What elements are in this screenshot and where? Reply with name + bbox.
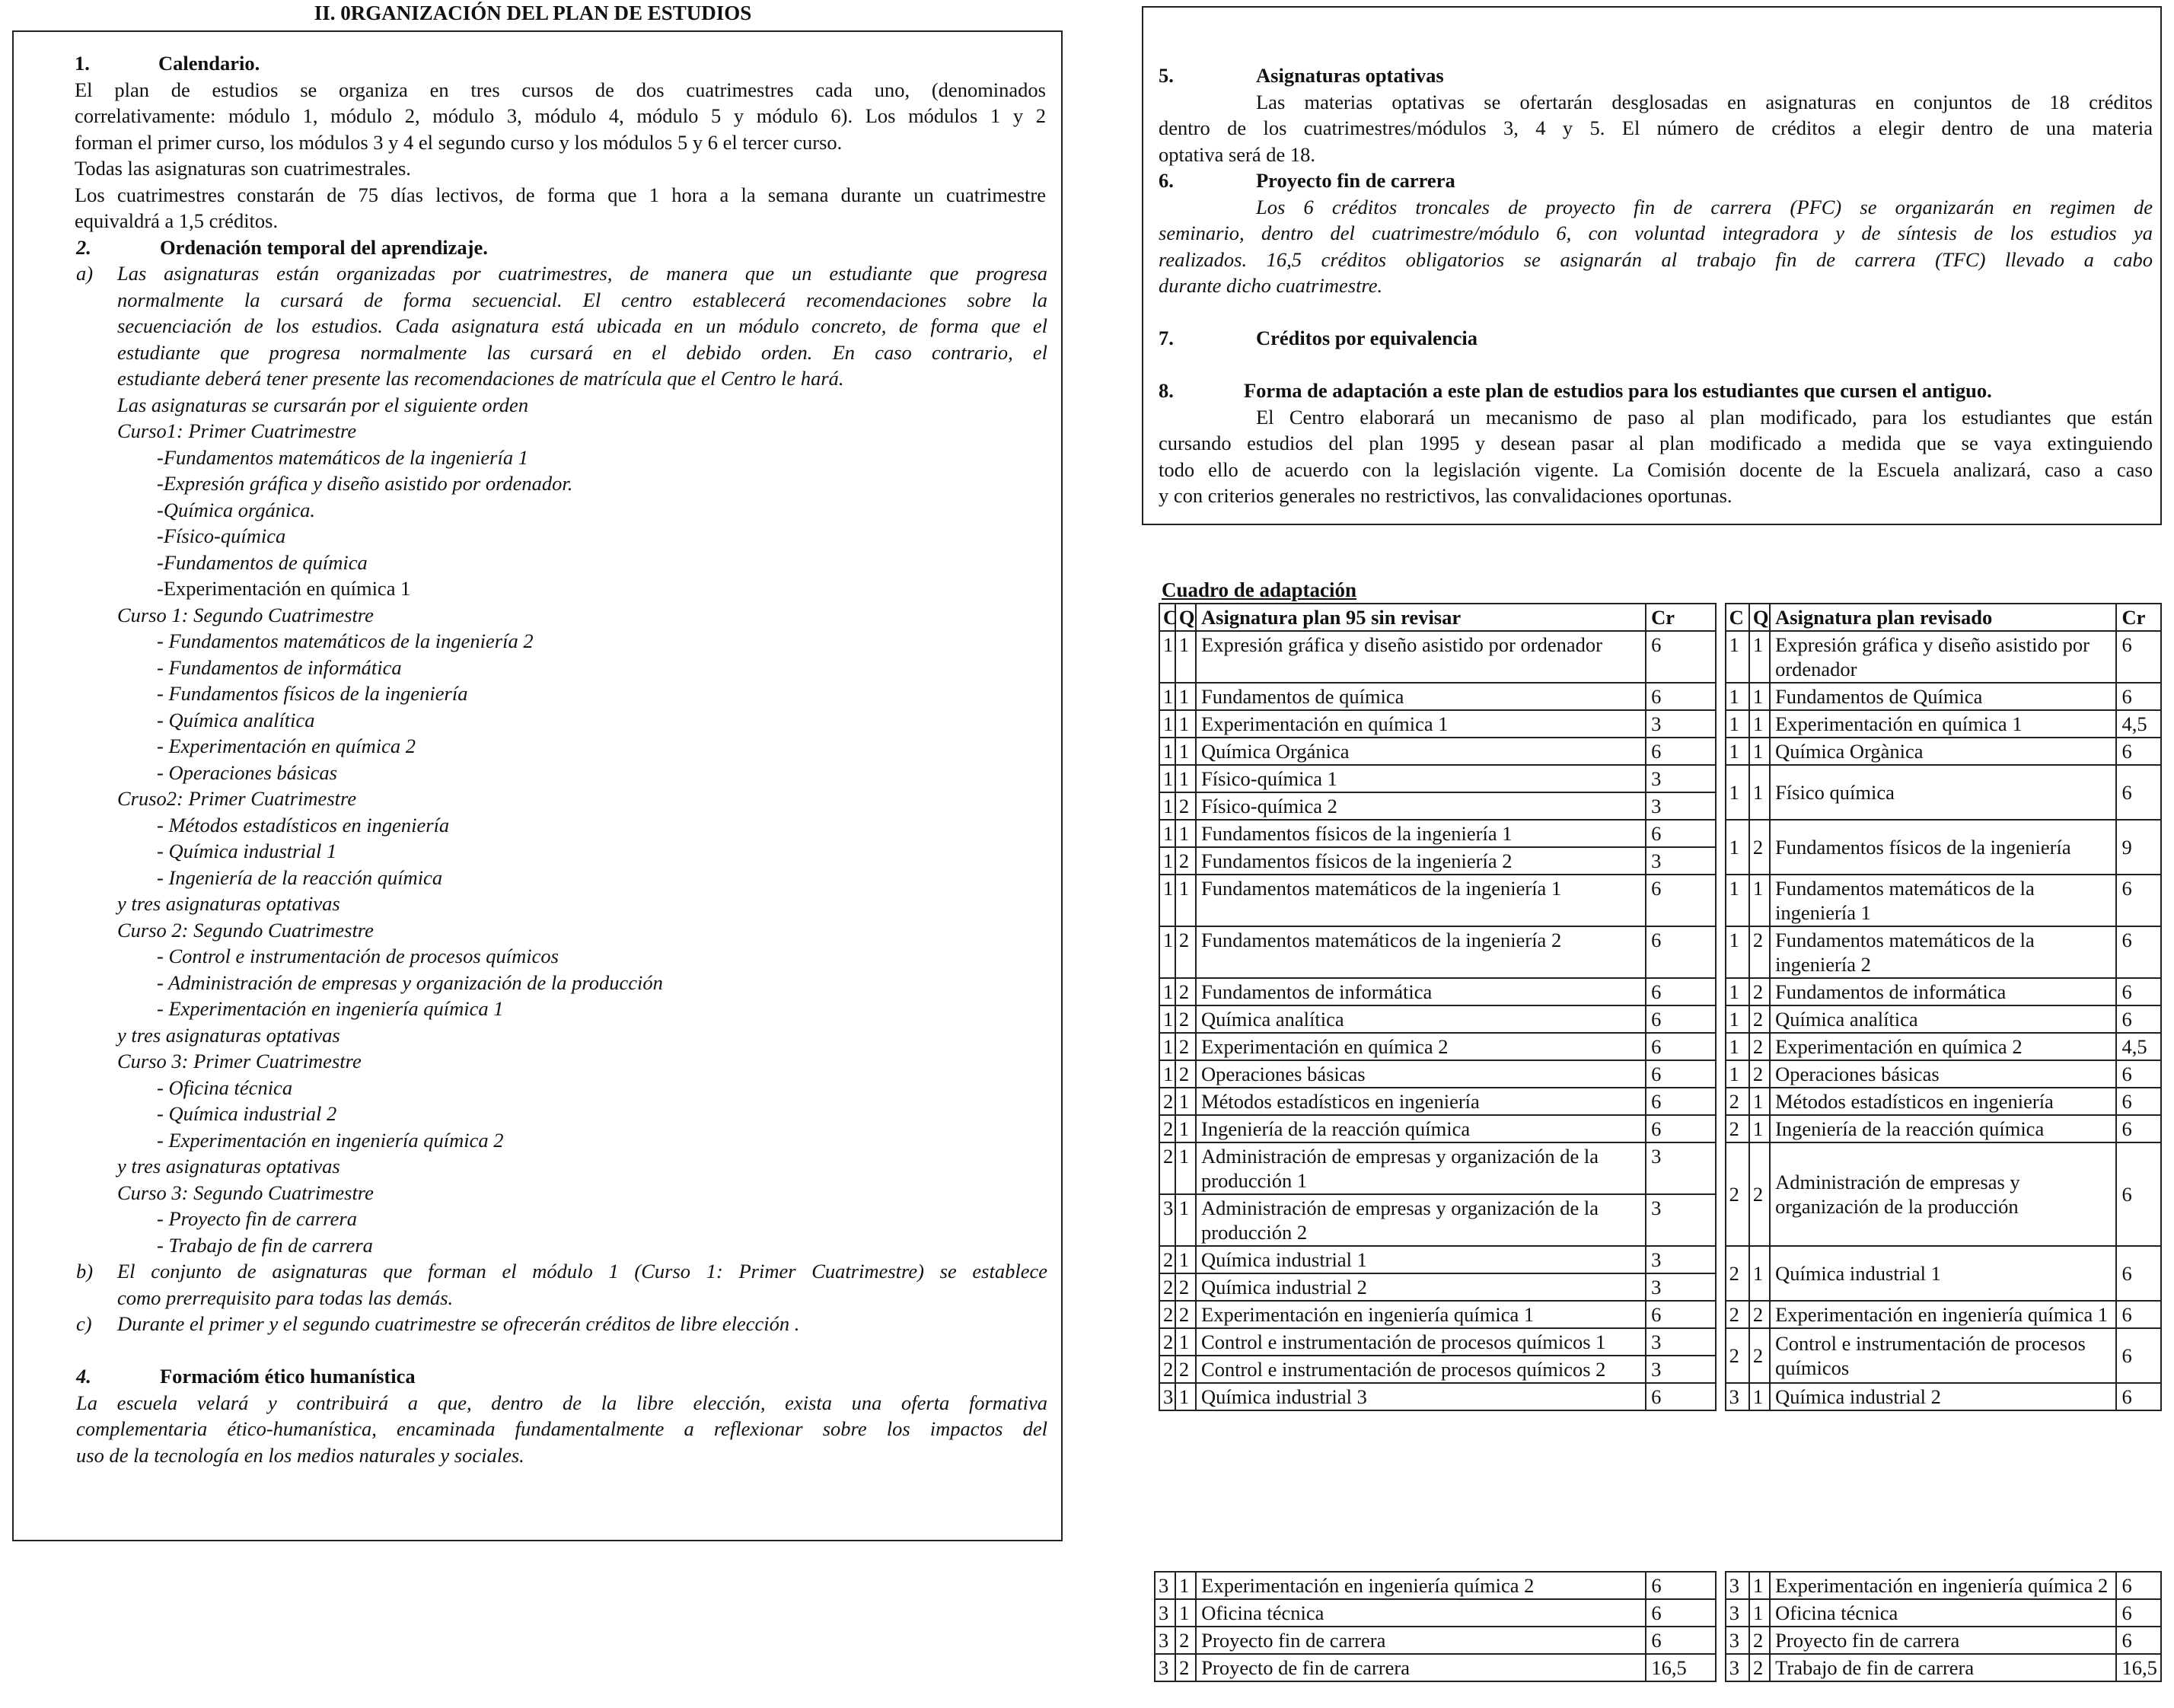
table-cell: 2 — [1749, 1005, 1770, 1033]
table-cell: 1 — [1175, 875, 1196, 926]
table-cell: 1 — [1749, 683, 1770, 710]
table-cell: Química analítica — [1770, 1005, 2116, 1033]
table-cell: 3 — [1726, 1383, 1749, 1410]
table-cell: 3 — [1155, 1572, 1175, 1599]
table-cell: 2 — [1175, 1033, 1196, 1060]
left-content — [76, 50, 1047, 1468]
table-cell: Trabajo de fin de carrera — [1770, 1654, 2116, 1681]
table-cell: 2 — [1726, 1301, 1749, 1328]
table-cell: 6 — [1646, 820, 1716, 847]
table-cell: 1 — [1175, 1246, 1196, 1273]
table-cell: Fundamentos matemáticos de la ingeniería 1 — [1196, 875, 1646, 926]
table-row — [1159, 875, 2161, 926]
heading-creditos: 7. Créditos por equivalencia — [1159, 327, 1478, 349]
table-row — [1159, 978, 2161, 1005]
table-cell: 6 — [2116, 1115, 2161, 1142]
table-cell: 6 — [1646, 1383, 1716, 1410]
table-cell: 1 — [1749, 1572, 1770, 1599]
table-cell: 2 — [1159, 1273, 1175, 1301]
table-cell: 3 — [1159, 1194, 1175, 1246]
table-cell: 2 — [1749, 1301, 1770, 1328]
table-cell: 1 — [1175, 1328, 1196, 1356]
table-cell: 6 — [2116, 875, 2161, 926]
table-cell: Experimentación en química 1 — [1770, 710, 2116, 738]
table-cell: 6 — [1646, 683, 1716, 710]
table-cell: 2 — [1749, 1142, 1770, 1246]
table-cell: 2 — [1159, 1356, 1175, 1383]
course-block: Curso 3: Primer Cuatrimestre - Oficina técnica - Química industrial 2 - Experimentación en ingeniería química 2 y tres asignaturas optativas — [117, 1050, 504, 1177]
table-cell: 1 — [1726, 1005, 1749, 1033]
heading-adaptacion: 8. Forma de adaptación a este plan de estudios para los estudiantes que cursen el antiguo. — [1159, 379, 1992, 402]
table-row — [1159, 926, 2161, 978]
table-row — [1159, 1033, 2161, 1060]
table-cell: 3 — [1726, 1599, 1749, 1627]
table-row — [1159, 631, 2161, 683]
paragraph-formacion: La escuela velará y contribuirá a que, dentro de la libre elección, exista una oferta formativa complementaria ético-humanística, encaminada fundamentalmente a reflexionar sobre los impactos del uso de la tecnología en los medios naturales y sociales. — [76, 1391, 1047, 1467]
table-cell: Química analítica — [1196, 1005, 1646, 1033]
table-cell: 3 — [1155, 1599, 1175, 1627]
table-cell: 1 — [1175, 710, 1196, 738]
table-cell: 2 — [1175, 1356, 1196, 1383]
table-cell: 1 — [1175, 765, 1196, 792]
table-cell: 1 — [1175, 1142, 1196, 1194]
table-row — [1155, 1599, 2161, 1627]
table-cell: 1 — [1159, 1060, 1175, 1088]
course-block: Cruso2: Primer Cuatrimestre - Métodos estadísticos en ingeniería - Química industrial 1 - Ingeniería de la reacción química y tres asignaturas optativas — [117, 787, 450, 915]
table-cell: Proyecto de fin de carrera — [1196, 1654, 1646, 1681]
table-cell: 2 — [1726, 1246, 1749, 1301]
col-header: Q — [1749, 604, 1770, 631]
table-cell: 1 — [1159, 1005, 1175, 1033]
table-row — [1159, 1301, 2161, 1328]
table-cell: Oficina técnica — [1770, 1599, 2116, 1627]
table-cell: 1 — [1159, 847, 1175, 875]
table-cell: 3 — [1646, 1194, 1716, 1246]
table-cell: 1 — [1726, 1060, 1749, 1088]
table-cell: 1 — [1175, 683, 1196, 710]
table-cell: 1 — [1159, 683, 1175, 710]
table-cell: 2 — [1175, 1060, 1196, 1088]
table-cell: 3 — [1155, 1654, 1175, 1681]
table-cell: Química industrial 2 — [1196, 1273, 1646, 1301]
heading-proyecto: 6. Proyecto fin de carrera — [1159, 169, 1455, 192]
table-cell: 1 — [1159, 820, 1175, 847]
table-cell: 1 — [1159, 875, 1175, 926]
table-cell: 1 — [1726, 765, 1749, 820]
table-cell: Química industrial 2 — [1770, 1383, 2116, 1410]
table-cell: 1 — [1175, 820, 1196, 847]
table-cell: Experimentación en química 1 — [1196, 710, 1646, 738]
table-cell: 6 — [2116, 1005, 2161, 1033]
table-cell: 1 — [1159, 738, 1175, 765]
table-cell: 2 — [1749, 820, 1770, 875]
heading-optativas: 5. Asignaturas optativas — [1159, 64, 1444, 87]
section-title: II. 0RGANIZACIÓN DEL PLAN DE ESTUDIOS — [314, 2, 752, 24]
table-cell: 3 — [1155, 1627, 1175, 1654]
table-cell: 6 — [1646, 1060, 1716, 1088]
table-cell: 1 — [1726, 631, 1749, 683]
table-cell: 6 — [2116, 765, 2161, 820]
table-cell: Fundamentos físicos de la ingeniería — [1770, 820, 2116, 875]
table-cell: 6 — [2116, 1142, 2161, 1246]
table-cell: Fundamentos de informática — [1196, 978, 1646, 1005]
table-cell: 6 — [1646, 1301, 1716, 1328]
table-cell: 6 — [1646, 1572, 1716, 1599]
col-header: Asignatura plan 95 sin revisar — [1196, 604, 1646, 631]
table-row — [1159, 1328, 2161, 1356]
table-cell: Química industrial 1 — [1770, 1246, 2116, 1301]
table-cell: 6 — [2116, 683, 2161, 710]
table-cell: 2 — [1159, 1088, 1175, 1115]
table-cell: 1 — [1749, 765, 1770, 820]
table-cell: 3 — [1646, 792, 1716, 820]
table-cell: 2 — [1749, 1627, 1770, 1654]
item-c: c) Durante el primer y el segundo cuatrimestre se ofrecerán créditos de libre elección . — [76, 1312, 800, 1335]
table-row — [1159, 738, 2161, 765]
table-cell: 1 — [1159, 765, 1175, 792]
table-cell: Proyecto fin de carrera — [1770, 1627, 2116, 1654]
table-cell: 6 — [2116, 631, 2161, 683]
table-title: Cuadro de adaptación — [1162, 578, 1357, 601]
table-cell: Expresión gráfica y diseño asistido por ordenador — [1770, 631, 2116, 683]
table-cell: Ingeniería de la reacción química — [1196, 1115, 1646, 1142]
table-cell: 2 — [1175, 978, 1196, 1005]
table-cell: 1 — [1175, 1599, 1196, 1627]
table-cell: 1 — [1726, 683, 1749, 710]
table-cell: 3 — [1646, 1273, 1716, 1301]
table-cell: 2 — [1749, 1328, 1770, 1383]
table-cell: Métodos estadísticos en ingeniería — [1196, 1088, 1646, 1115]
table-cell: 3 — [1159, 1383, 1175, 1410]
table-cell: Fundamentos de química — [1196, 683, 1646, 710]
table-row — [1159, 710, 2161, 738]
table-cell: 1 — [1726, 1033, 1749, 1060]
table-cell: 6 — [1646, 978, 1716, 1005]
col-header: Cr — [2116, 604, 2161, 631]
table-cell: 2 — [1726, 1328, 1749, 1383]
heading-formacion: 4. Formacióm ético humanística — [76, 1365, 416, 1388]
table-cell: 3 — [1646, 1356, 1716, 1383]
table-cell: 2 — [1749, 978, 1770, 1005]
table-cell: 9 — [2116, 820, 2161, 875]
table-cell: Experimentación en ingeniería química 2 — [1770, 1572, 2116, 1599]
table-cell: 2 — [1159, 1246, 1175, 1273]
heading-calendario: 1. Calendario. — [75, 52, 260, 75]
table-cell: 4,5 — [2116, 1033, 2161, 1060]
table-cell: 2 — [1726, 1115, 1749, 1142]
table-cell: Fundamentos matemáticos de la ingeniería 1 — [1770, 875, 2116, 926]
table-cell: 1 — [1726, 875, 1749, 926]
table-cell: 2 — [1749, 926, 1770, 978]
table-row — [1159, 1060, 2161, 1088]
table-cell: 3 — [1646, 1142, 1716, 1194]
table-cell: Físico-química 2 — [1196, 792, 1646, 820]
table-cell: 2 — [1749, 1654, 1770, 1681]
table-cell: 2 — [1175, 926, 1196, 978]
table-cell: 1 — [1749, 1246, 1770, 1301]
table-cell: 3 — [1726, 1654, 1749, 1681]
table-cell: 6 — [2116, 1627, 2161, 1654]
table-cell: Operaciones básicas — [1770, 1060, 2116, 1088]
table-cell: 2 — [1175, 847, 1196, 875]
table-row — [1155, 1627, 2161, 1654]
table-cell: 6 — [1646, 631, 1716, 683]
table-cell: 1 — [1749, 710, 1770, 738]
table-cell: 3 — [1646, 710, 1716, 738]
course-block: Curso1: Primer Cuatrimestre -Fundamentos matemáticos de la ingeniería 1 -Expresión gráfica y diseño asistido por ordenador. -Química orgánica. -Físico-química -Fundamentos de química -Experimentación en química 1 — [117, 419, 573, 600]
table-cell: 2 — [1159, 1142, 1175, 1194]
item-a: a) Las asignaturas están organizadas por cuatrimestres, de manera que un estudiante que progresa normalmente la cursará de forma secuencial. El centro establecerá recomendaciones sobre la secuenciación de los estudios. Cada asignatura está ubicada en un módulo concreto, de forma que el estudiante que progresa normalmente las cursará en el debido orden. En caso contrario, el estudiante deberá tener presente las recomendaciones de matrícula que el Centro le hará. Las asignaturas se cursarán por el siguiente orden — [76, 262, 1047, 416]
table-cell: 2 — [1726, 1142, 1749, 1246]
paragraph-calendario: El plan de estudios se organiza en tres cursos de dos cuatrimestres cada uno, (denominados correlativamente: módulo 1, módulo 2, módulo 3, módulo 4, módulo 5 y módulo 6). Los módulos 1 y 2 forman el primer curso, los módulos 3 y 4 el segundo curso y los módulos 5 y 6 el tercer curso. Todas las asignaturas son cuatrimestrales. Los cuatrimestres constarán de 75 días lectivos, de forma que 1 hora a la semana durante un cuatrimestre equivaldrá a 1,5 créditos. — [75, 78, 1046, 232]
table-cell: 1 — [1726, 926, 1749, 978]
table-cell: 6 — [1646, 1599, 1716, 1627]
table-cell: 2 — [1726, 1088, 1749, 1115]
table-cell: 3 — [1726, 1572, 1749, 1599]
table-cell: 1 — [1175, 631, 1196, 683]
table-row — [1159, 765, 2161, 792]
adaptation-table-continued — [1154, 1571, 2162, 1682]
table-cell: 6 — [2116, 1301, 2161, 1328]
table-cell: 6 — [2116, 1246, 2161, 1301]
table-cell: 1 — [1175, 1115, 1196, 1142]
table-cell: 6 — [2116, 978, 2161, 1005]
table-cell: Oficina técnica — [1196, 1599, 1646, 1627]
table-cell: 1 — [1175, 1383, 1196, 1410]
table-cell: 2 — [1159, 1301, 1175, 1328]
item-b: b) El conjunto de asignaturas que forman el módulo 1 (Curso 1: Primer Cuatrimestre) se establece como prerrequisito para todas las demás. — [76, 1260, 1047, 1309]
course-block: Curso 1: Segundo Cuatrimestre - Fundamentos matemáticos de la ingeniería 2 - Fundamentos de informática - Fundamentos físicos de la ingeniería - Química analítica - Experimentación en química 2 - Operaciones básicas — [117, 603, 534, 784]
table-cell: Química Orgànica — [1770, 738, 2116, 765]
table-cell: 1 — [1726, 710, 1749, 738]
table-cell: 2 — [1175, 1005, 1196, 1033]
table-cell: 2 — [1175, 1627, 1196, 1654]
table-cell: 6 — [2116, 1328, 2161, 1383]
table-cell: 16,5 — [1646, 1654, 1716, 1681]
table-cell: Físico química — [1770, 765, 2116, 820]
table-cell: Química industrial 3 — [1196, 1383, 1646, 1410]
table-cell: Control e instrumentación de procesos químicos — [1770, 1328, 2116, 1383]
table-row — [1159, 1115, 2161, 1142]
table-cell: 2 — [1159, 1115, 1175, 1142]
table-cell: 1 — [1175, 1194, 1196, 1246]
table-cell: Química Orgánica — [1196, 738, 1646, 765]
table-cell: Experimentación en química 2 — [1770, 1033, 2116, 1060]
course-block: Curso 2: Segundo Cuatrimestre - Control e instrumentación de procesos químicos - Administración de empresas y organización de la producción - Experimentación en ingeniería química 1 y tres asignaturas optativas — [117, 918, 663, 1047]
table-cell: 3 — [1646, 1246, 1716, 1273]
table-cell: Experimentación en química 2 — [1196, 1033, 1646, 1060]
table-cell: Control e instrumentación de procesos químicos 1 — [1196, 1328, 1646, 1356]
table-row — [1155, 1572, 2161, 1599]
table-cell: 4,5 — [2116, 710, 2161, 738]
table-cell: 6 — [1646, 1627, 1716, 1654]
table-cell: 3 — [1726, 1627, 1749, 1654]
table-row — [1159, 820, 2161, 847]
table-cell: 1 — [1726, 978, 1749, 1005]
table-cell: 16,5 — [2116, 1654, 2161, 1681]
table-cell: 1 — [1749, 875, 1770, 926]
adaptation-table — [1159, 603, 2162, 1411]
table-cell: 6 — [2116, 926, 2161, 978]
table-cell: 1 — [1159, 710, 1175, 738]
table-cell: 2 — [1175, 1654, 1196, 1681]
table-cell: Experimentación en ingeniería química 1 — [1770, 1301, 2116, 1328]
table-cell: Control e instrumentación de procesos químicos 2 — [1196, 1356, 1646, 1383]
table-cell: 2 — [1175, 1301, 1196, 1328]
table-cell: Fundamentos matemáticos de la ingeniería 2 — [1770, 926, 2116, 978]
table-cell: 6 — [2116, 1088, 2161, 1115]
table-cell: Fundamentos de informática — [1770, 978, 2116, 1005]
table-cell: 1 — [1726, 820, 1749, 875]
table-cell: Fundamentos de Química — [1770, 683, 2116, 710]
table-cell: 2 — [1749, 1060, 1770, 1088]
table-cell: Fundamentos matemáticos de la ingeniería 2 — [1196, 926, 1646, 978]
table-cell: 2 — [1175, 792, 1196, 820]
table-cell: 6 — [2116, 1572, 2161, 1599]
table-cell: 1 — [1159, 926, 1175, 978]
table-cell: 6 — [1646, 1033, 1716, 1060]
table-cell: 6 — [1646, 1005, 1716, 1033]
table-cell: 2 — [1175, 1273, 1196, 1301]
table-cell: 1 — [1726, 738, 1749, 765]
col-header: Cr — [1646, 604, 1716, 631]
right-content: 5. Asignaturas optativas Las materias optativas se ofertarán desglosadas en asignaturas en conjuntos de 18 créditos dentro de los cuatrimestres/módulos 3, 4 y 5. El número de créditos a elegir dentro de una materia optativa será de 18. 6. Proyecto fin de carrera Los 6 créditos troncales de proyecto fin de carrera (PFC) se organizarán en regimen de seminario, dentro del cuatrimestre/módulo 6, con voluntad integradora y de síntesis de los estudios ya realizados. 16,5 créditos obligatorios se asignarán al trabajo fin de carrera (TFC) llevado a cabo durante dicho cuatrimestre. 7. Créditos por equivalencia 8. Forma de adaptación a este plan de estudios para los estudiantes que cursen el antiguo. El Centro elaborará un mecanismo de paso al plan modificado, para los estudiantes que están cursando estudios del plan 1995 y desean pasar al plan modificado a medida que se vaya extinguiendo todo ello de acuerdo con la legislación vigente. La Comisión docente de la Escuela analizará, caso a caso y con criterios generales no restrictivos, las convalidaciones oportunas. — [1159, 64, 2153, 507]
table-cell: 1 — [1159, 631, 1175, 683]
table-cell: 3 — [1646, 765, 1716, 792]
col-header: Asignatura plan revisado — [1770, 604, 2116, 631]
table-cell: 1 — [1749, 738, 1770, 765]
table-cell: 6 — [1646, 926, 1716, 978]
heading-ordenacion: 2. Ordenación temporal del aprendizaje. — [76, 235, 488, 259]
table-cell: 6 — [1646, 738, 1716, 765]
table-cell: Fundamentos físicos de la ingeniería 2 — [1196, 847, 1646, 875]
table-cell: 6 — [1646, 1115, 1716, 1142]
table-row — [1155, 1654, 2161, 1681]
table-cell: 6 — [2116, 738, 2161, 765]
table-cell: Fundamentos físicos de la ingeniería 1 — [1196, 820, 1646, 847]
table-cell: 1 — [1749, 1088, 1770, 1115]
table-cell: 3 — [1646, 1328, 1716, 1356]
table-cell: Métodos estadísticos en ingeniería — [1770, 1088, 2116, 1115]
table-cell: 6 — [1646, 1088, 1716, 1115]
table-cell: 1 — [1749, 1383, 1770, 1410]
table-row — [1159, 1142, 2161, 1194]
table-cell: 1 — [1749, 1115, 1770, 1142]
table-cell: 6 — [2116, 1383, 2161, 1410]
table-cell: 1 — [1749, 1599, 1770, 1627]
table-cell: 6 — [2116, 1599, 2161, 1627]
table-cell: 6 — [2116, 1060, 2161, 1088]
table-row — [1159, 1246, 2161, 1273]
table-cell: Experimentación en ingeniería química 1 — [1196, 1301, 1646, 1328]
table-cell: 1 — [1159, 978, 1175, 1005]
table-cell: 1 — [1175, 1572, 1196, 1599]
table-cell: 2 — [1749, 1033, 1770, 1060]
table-row — [1159, 1005, 2161, 1033]
table-cell: 1 — [1749, 631, 1770, 683]
paragraph-proyecto: Los 6 créditos troncales de proyecto fin de carrera (PFC) se organizarán en regimen de seminario, dentro del cuatrimestre/módulo 6, con voluntad integradora y de síntesis de los estudios ya realizados. 16,5 créditos obligatorios se asignarán al trabajo fin de carrera (TFC) llevado a cabo durante dicho cuatrimestre. — [1159, 195, 2153, 297]
table-cell: 1 — [1175, 1088, 1196, 1115]
col-header: C — [1159, 604, 1175, 631]
table-cell: 1 — [1159, 792, 1175, 820]
col-header: Q — [1175, 604, 1196, 631]
course-list — [117, 418, 1047, 1258]
table-cell: Experimentación en ingeniería química 2 — [1196, 1572, 1646, 1599]
table-cell: 6 — [1646, 875, 1716, 926]
table-row — [1159, 1088, 2161, 1115]
table-cell: Administración de empresas y organización de la producción — [1770, 1142, 2116, 1246]
table-cell: Proyecto fin de carrera — [1196, 1627, 1646, 1654]
table-row — [1159, 1383, 2161, 1410]
table-cell: 1 — [1159, 1033, 1175, 1060]
table-cell: Ingeniería de la reacción química — [1770, 1115, 2116, 1142]
table-cell: Expresión gráfica y diseño asistido por ordenador — [1196, 631, 1646, 683]
table-header-row — [1159, 604, 2161, 631]
table-cell: Físico-química 1 — [1196, 765, 1646, 792]
table-cell: 2 — [1159, 1328, 1175, 1356]
table-row — [1159, 683, 2161, 710]
table-cell: Administración de empresas y organización de la producción 2 — [1196, 1194, 1646, 1246]
table-cell: 1 — [1175, 738, 1196, 765]
col-header: C — [1726, 604, 1749, 631]
table-cell: Química industrial 1 — [1196, 1246, 1646, 1273]
table-cell: Operaciones básicas — [1196, 1060, 1646, 1088]
table-cell: 3 — [1646, 847, 1716, 875]
table-cell: Administración de empresas y organización de la producción 1 — [1196, 1142, 1646, 1194]
course-block: Curso 3: Segundo Cuatrimestre - Proyecto fin de carrera - Trabajo de fin de carrera — [117, 1181, 374, 1257]
